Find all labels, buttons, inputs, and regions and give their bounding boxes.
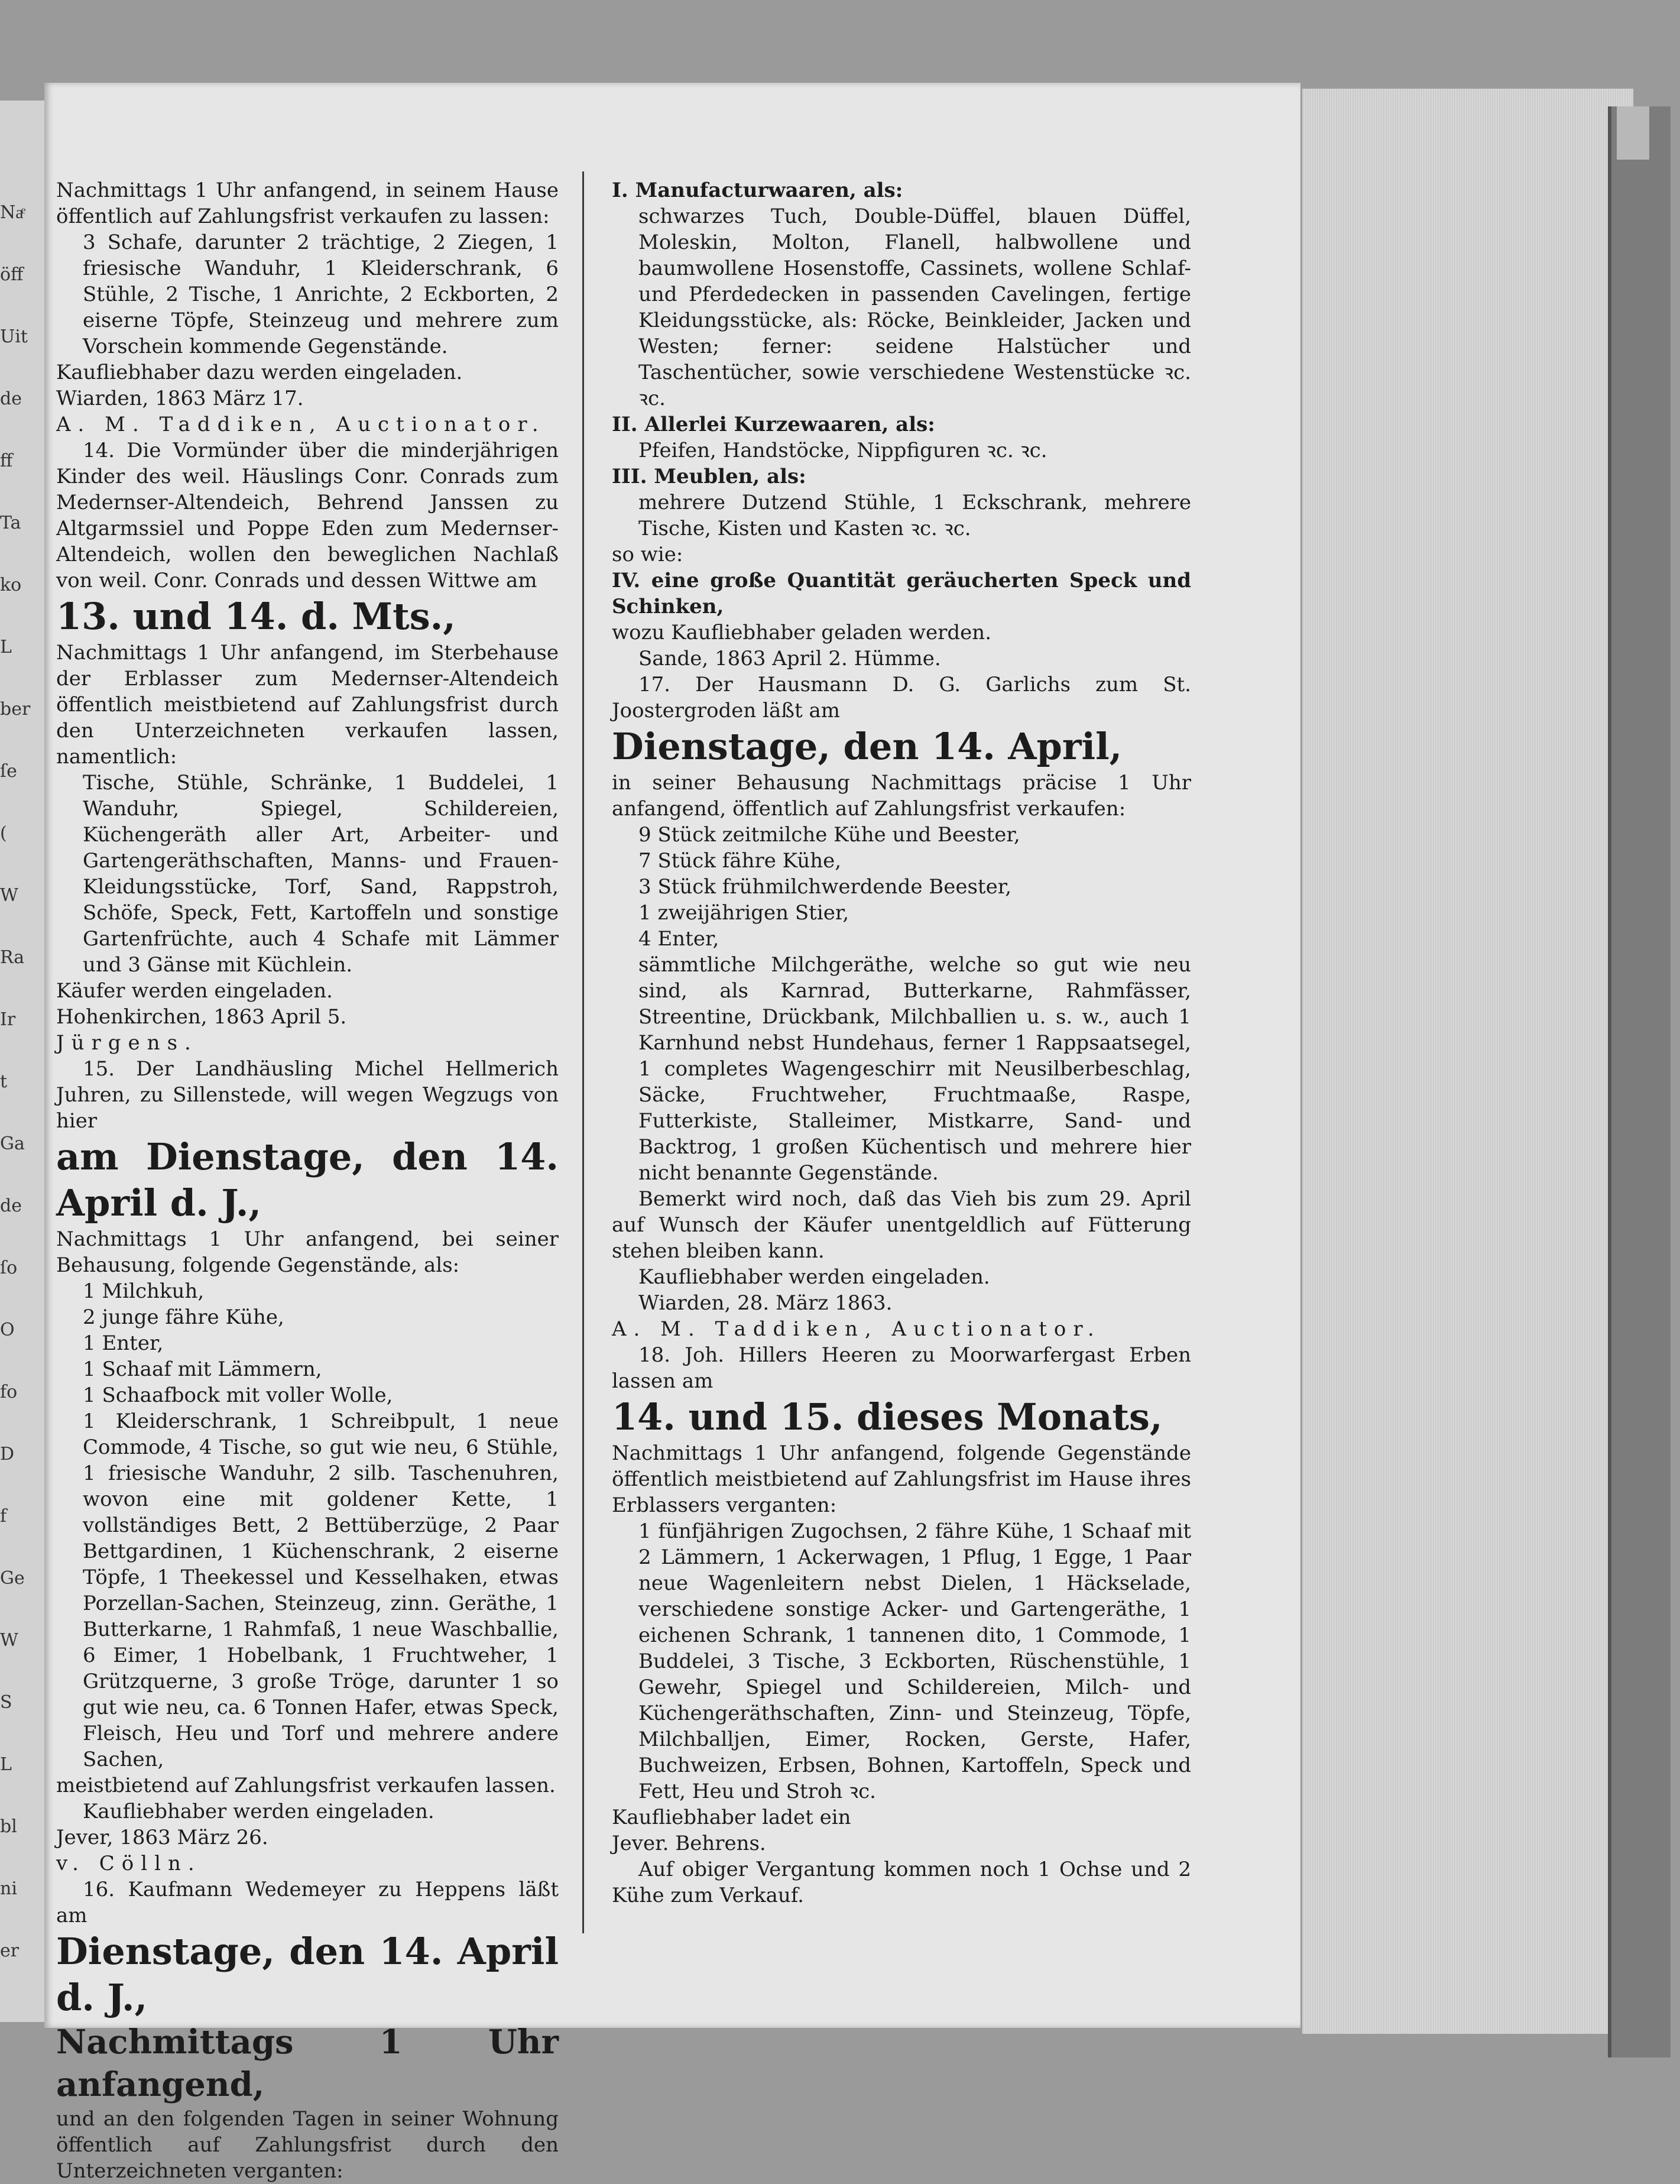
margin-fragment: fo	[0, 1382, 18, 1402]
right-column-ind-line: 18. Joh. Hillers Heeren zu Moorwarfergast Erben lassen am	[612, 1343, 1191, 1393]
margin-fragment: ni	[0, 1878, 17, 1899]
margin-fragment: Ir	[0, 1009, 16, 1030]
right-column-sub-line: Pfeifen, Handstöcke, Nippfiguren ꝛc. ꝛc.	[638, 439, 1047, 462]
margin-fragment: D	[0, 1444, 15, 1464]
right-column-sub-line: 1 fünfjährigen Zugochsen, 2 fähre Kühe, 1 Schaaf mit 2 Lämmern, 1 Ackerwagen, 1 Pflug, 1 Egge, 1 Paar neue Wagenleitern nebst Dielen, 1 Häckselade, verschiedene sonstige Acker- und Gartengeräthe, 1 eichenen Schrank, 1 tannenen dito, 1 Commode, 1 Buddelei, 3 Tische, 3 Eckborten, Rüschenstühle, 1 Gewehr, Spiegel und Schildereien, Milch- und Küchengeräthschaften, Zinn- und Steinzeug, Töpfe, Milchballjen, Eimer, Rocken, Gerste, Hafer, Buchweizen, Erbsen, Bohnen, Kartoffeln, Speck und Fett, Heu und Stroh ꝛc.	[638, 1519, 1191, 1803]
left-column-sig-line: Jürgens.	[56, 1031, 198, 1055]
left-column-sub-line: 2 junge fähre Kühe,	[83, 1305, 284, 1329]
left-column-p-line: Wiarden, 1863 März 17.	[56, 387, 304, 410]
right-column-ind-line: Sande, 1863 April 2. Hümme.	[638, 647, 941, 670]
margin-fragment: ko	[0, 575, 22, 595]
right-column-heading-line: III. Meublen, als:	[612, 465, 806, 488]
left-column-p-line: Kaufliebhaber dazu werden eingeladen.	[56, 361, 463, 384]
margin-fragment: öff	[0, 264, 24, 285]
right-column-heading-line: II. Allerlei Kurzewaaren, als:	[612, 413, 935, 436]
margin-fragment: Ga	[0, 1133, 25, 1154]
column-divider	[582, 171, 584, 1933]
right-column-p-line: Kaufliebhaber ladet ein	[612, 1806, 851, 1829]
left-text-column	[56, 177, 559, 2184]
margin-fragment: Ra	[0, 947, 25, 968]
margin-fragment: Uit	[0, 326, 28, 347]
left-column-sub-line: Kaufliebhaber werden eingeladen.	[83, 1800, 434, 1823]
left-column-p-line: Käufer werden eingeladen.	[56, 979, 333, 1003]
right-column-big-line: 14. und 15. dieses Monats,	[612, 1395, 1163, 1438]
left-column-sig-line: A. M. Taddiken, Auctionator.	[56, 413, 546, 436]
right-column-ind-line: Kaufliebhaber werden eingeladen.	[638, 1265, 990, 1289]
left-column-p-line: meistbietend auf Zahlungsfrist verkaufen lassen.	[56, 1774, 556, 1797]
margin-fragment: ſe	[0, 761, 17, 782]
right-column-sub-line: 9 Stück zeitmilche Kühe und Beester,	[638, 823, 1020, 847]
right-column-sub-line: 3 Stück frühmilchwerdende Beester,	[638, 875, 1012, 899]
right-column-sub-line: 4 Enter,	[638, 927, 719, 951]
left-column-ind-line: 16. Kaufmann Wedemeyer zu Heppens läßt am	[56, 1878, 559, 1927]
margin-fragment: ſo	[0, 1258, 18, 1278]
margin-fragment: L	[0, 637, 12, 657]
left-column-p-line: Nachmittags 1 Uhr anfangend, im Sterbehause der Erblasser zum Medernser-Altendeich öffentlich meistbietend auf Zahlungsfrist durch den Unterzeichneten verkaufen lassen, namentlich:	[56, 641, 559, 769]
left-column-ind-line: 15. Der Landhäusling Michel Hellmerich Juhren, zu Sillenstede, will wegen Wegzugs von hier	[56, 1057, 559, 1133]
margin-fragment: L	[0, 1754, 12, 1775]
previous-page-edge	[0, 101, 46, 2022]
right-column-p-line: wozu Kaufliebhaber geladen werden.	[612, 621, 991, 644]
left-column-p-line: Nachmittags 1 Uhr anfangend, in seinem Hause öffentlich auf Zahlungsfrist verkaufen zu lassen:	[56, 179, 559, 228]
right-column-ind-line: Bemerkt wird noch, daß das Vieh bis zum 29. April auf Wunsch der Käufer unentgeldlich auf Fütterung stehen bleiben kann.	[612, 1187, 1191, 1263]
right-column-p-line: Nachmittags 1 Uhr anfangend, folgende Gegenstände öffentlich meistbietend auf Zahlungsfrist im Hause ihres Erblassers verganten:	[612, 1441, 1191, 1517]
margin-fragment: de	[0, 1195, 22, 1216]
margin-fragment: Naͤ	[0, 202, 24, 223]
right-column-sub-line: schwarzes Tuch, Double-Düffel, blauen Düffel, Moleskin, Molton, Flanell, halbwollene und baumwollene Hosenstoffe, Cassinets, wollene Schlaf- und Pferdedecken in passenden Cavelingen, fertige Kleidungsstücke, als: Röcke, Beinkleider, Jacken und Westen; ferner: seidene Halstücher und Taschentücher, sowie verschiedene Westenstücke ꝛc. ꝛc.	[638, 205, 1191, 410]
margin-fragment: Ta	[0, 513, 21, 533]
left-column-sig-line: v. Cölln.	[56, 1852, 202, 1875]
margin-fragment: bl	[0, 1816, 17, 1837]
left-column-ind-line: 14. Die Vormünder über die minderjährigen Kinder des weil. Häuslings Conr. Conrads zum Medernser-Altendeich, Behrend Janssen zu Altgarmssiel und Poppe Eden zum Medernser-Altendeich, wollen den beweglichen Nachlaß von weil. Conr. Conrads und dessen Wittwe am	[56, 439, 559, 592]
right-column-sub-line: mehrere Dutzend Stühle, 1 Eckschrank, mehrere Tische, Kisten und Kasten ꝛc. ꝛc.	[638, 491, 1191, 540]
right-column-heading-line: I. Manufacturwaaren, als:	[612, 179, 903, 202]
book-cover	[1608, 106, 1671, 2057]
left-column-big-line: am Dienstage, den 14. April d. J.,	[56, 1135, 559, 1224]
right-column-sig-line: A. M. Taddiken, Auctionator.	[612, 1317, 1101, 1341]
margin-fragment: de	[0, 388, 22, 409]
margin-fragment: ber	[0, 699, 31, 720]
right-column-p-line: in seiner Behausung Nachmittags präcise 1 Uhr anfangend, öffentlich auf Zahlungsfrist verkaufen:	[612, 771, 1191, 821]
margin-fragment: (	[0, 823, 7, 844]
right-column-heading-line: IV. eine große Quantität geräucherten Speck und Schinken,	[612, 569, 1191, 618]
left-column-sub-line: 1 Kleiderschrank, 1 Schreibpult, 1 neue Commode, 4 Tische, so gut wie neu, 6 Stühle, 1 friesische Wanduhr, 2 silb. Taschenuhren, wovon eine mit goldener Kette, 1 vollständiges Bett, 2 Bettüberzüge, 2 Paar Bettgardinen, 1 Küchenschrank, 2 eiserne Töpfe, 1 Theekessel und Kesselhaken, etwas Porzellan-Sachen, Steinzeug, zinn. Geräthe, 1 Butterkarne, 1 Rahmfaß, 1 neue Waschballie, 6 Eimer, 1 Hobelbank, 1 Fruchtweher, 1 Grützquerne, 3 große Tröge, darunter 1 so gut wie neu, ca. 6 Tonnen Hafer, etwas Speck, Fleisch, Heu und Torf und mehrere andere Sachen,	[83, 1409, 559, 1771]
margin-fragment: W	[0, 1630, 18, 1651]
left-column-sub-line: 1 Schaafbock mit voller Wolle,	[83, 1383, 393, 1407]
left-column-p-line: Hohenkirchen, 1863 April 5.	[56, 1005, 347, 1029]
left-column-big2-line: Nachmittags 1 Uhr anfangend,	[56, 2023, 559, 2104]
right-text-column	[612, 177, 1191, 1908]
book-page-edges	[1300, 89, 1633, 2034]
left-column-big-line: Dienstage, den 14. April d. J.,	[56, 1930, 559, 2019]
right-column-sub-line: sämmtliche Milchgeräthe, welche so gut wie neu sind, als Karnrad, Butterkarne, Rahmfässer, Streentine, Drückbank, Milchballien u. s. w., auch 1 Karnhund nebst Hundehaus, ferner 1 Rappsaatsegel, 1 completes Wagengeschirr mit Neusilberbeschlag, Säcke, Fruchtweher, Fruchtmaaße, Raspe, Futterkiste, Stalleimer, Mistkarre, Sand- und Backtrog, 1 großen Küchentisch und mehrere hier nicht benannte Gegenstände.	[638, 953, 1191, 1185]
left-column-p-line: Nachmittags 1 Uhr anfangend, bei seiner Behausung, folgende Gegenstände, als:	[56, 1227, 559, 1277]
left-column-p-line: Jever, 1863 März 26.	[56, 1826, 268, 1849]
margin-fragment: S	[0, 1692, 12, 1713]
left-column-sub-line: 3 Schafe, darunter 2 trächtige, 2 Ziegen, 1 friesische Wanduhr, 1 Kleiderschrank, 6 Stühle, 2 Tische, 1 Anrichte, 2 Eckborten, 2 eiserne Töpfe, Steinzeug und mehrere zum Vorschein kommende Gegenstände.	[83, 231, 559, 358]
left-column-sub-line: 1 Milchkuh,	[83, 1279, 205, 1303]
cover-corner	[1617, 106, 1649, 160]
margin-fragment: t	[0, 1071, 8, 1092]
margin-fragment: W	[0, 885, 18, 906]
right-column-sub-line: 7 Stück fähre Kühe,	[638, 849, 842, 873]
left-column-big-line: 13. und 14. d. Mts.,	[56, 595, 456, 638]
left-column-sub-line: Tische, Stühle, Schränke, 1 Buddelei, 1 Wanduhr, Spiegel, Schildereien, Küchengeräth aller Art, Arbeiter- und Gartengeräthschaften, Manns- und Frauen-Kleidungsstücke, Torf, Sand, Rappstroh, Schöfe, Speck, Fett, Kartoffeln und sonstige Gartenfrüchte, auch 4 Schafe mit Lämmer und 3 Gänse mit Küchlein.	[83, 771, 559, 977]
right-column-ind-line: 17. Der Hausmann D. G. Garlichs zum St. Joostergroden läßt am	[612, 673, 1191, 722]
margin-fragment: er	[0, 1940, 20, 1961]
margin-fragment: Ge	[0, 1568, 25, 1589]
right-column-center-line: so wie:	[612, 543, 683, 566]
right-column-ind-line: Auf obiger Vergantung kommen noch 1 Ochse und 2 Kühe zum Verkauf.	[612, 1858, 1191, 1907]
right-column-big-line: Dienstage, den 14. April,	[612, 725, 1123, 768]
left-column-sub-line: 1 Enter,	[83, 1331, 164, 1355]
margin-fragment: f	[0, 1506, 7, 1527]
right-column-ind-line: Wiarden, 28. März 1863.	[638, 1291, 893, 1315]
right-column-sub-line: 1 zweijährigen Stier,	[638, 901, 849, 925]
margin-fragment: ff	[0, 451, 13, 471]
left-column-sub-line: 1 Schaaf mit Lämmern,	[83, 1357, 322, 1381]
margin-fragment: O	[0, 1320, 15, 1340]
right-column-p-line: Jever. Behrens.	[612, 1832, 766, 1855]
left-column-p-line: und an den folgenden Tagen in seiner Wohnung öffentlich auf Zahlungsfrist durch den Unterzeichneten verganten:	[56, 2107, 559, 2183]
